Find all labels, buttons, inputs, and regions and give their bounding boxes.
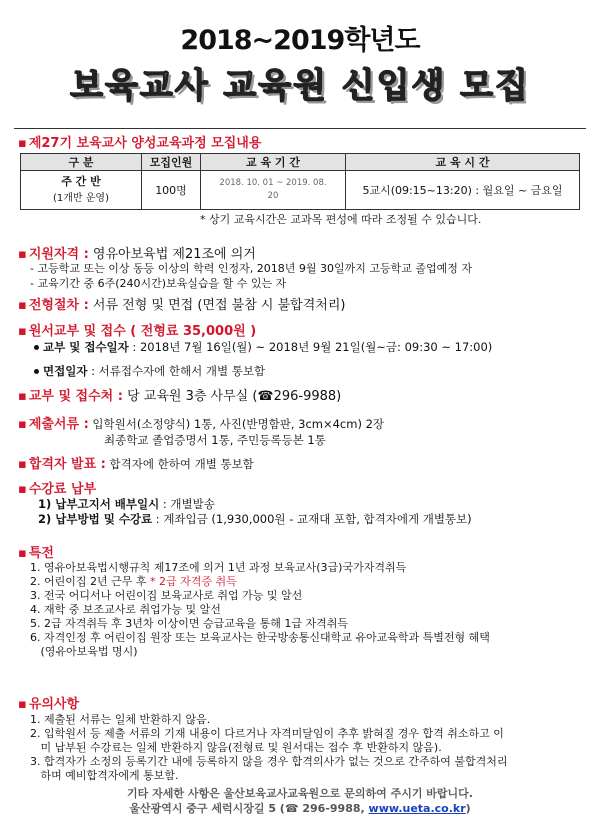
type-label: 주 간 반 [61,175,101,188]
benefit-item: 4. 재학 중 보조교사로 취업가능 및 알선 [30,603,221,616]
main-title: 보육교사 교육원 신입생 모집 [70,66,530,106]
tuition-item-2 [38,512,472,526]
benefit-item: 3. 전국 어디서나 어린이집 보육교사로 취업 가능 및 알선 [30,589,303,602]
documents-line-2: 최종학교 졸업증명서 1통, 주민등록등본 1통 [104,433,326,447]
benefit-item [30,575,237,589]
procedure-text: 서류 전형 및 면접 (면접 불참 시 불합격처리) [88,298,346,313]
footer-line-1: 기타 자세한 사항은 울산보육교사교육원으로 문의하여 주시기 바랍니다. [127,787,473,800]
section-announce [18,456,254,473]
section-notice [18,696,79,713]
recruit-table [20,153,580,210]
announce-heading: ▪ 합격자 발표 : [18,457,106,472]
interview-label: 면접일자 [43,364,88,378]
cell-time: 5교시(09:15~13:20) : 월요일 ~ 금요일 [346,171,580,210]
interview-value: : 서류접수자에 한해서 개별 통보함 [87,364,266,378]
benefit-item: 1. 영유아보육법시행규칙 제17조에 의거 1년 과정 보육교사(3급)국가자격취득 [30,561,407,574]
cell-type [21,171,142,210]
cell-period [201,171,346,210]
col-count: 모집인원 [142,154,201,171]
cell-count: 100명 [142,171,201,210]
table-row [21,171,580,210]
announce-text: 합격자에 한하여 개별 통보함 [105,457,254,471]
tuition-item-1 [38,497,215,511]
benefit-item: 5. 2급 자격취득 후 3년차 이상이면 승급교육을 통해 1급 자격취득 [30,617,348,630]
period-value: : 2018년 7월 16일(월) ~ 2018년 9월 21일(월~금: 09:30 ~ 17:00) [128,340,493,354]
place-heading: ▪ 교부 및 접수처 : [18,389,123,404]
benefit-highlight: * 2급 자격증 취득 [149,575,237,588]
col-period: 교 육 기 간 [201,154,346,171]
recruit-heading: ▪ 제27기 보육교사 양성교육과정 모집내용 [18,136,261,151]
section-recruit [18,135,261,152]
section-documents [18,416,384,433]
table-header-row [21,154,580,171]
eligibility-basis: 영유아보육법 제21조에 의거 [88,247,256,262]
application-interview [34,364,265,378]
notice-item: 미 납부된 수강료는 일체 반환하지 않음(전형료 및 원서대는 접수 후 반환하지 않음). [30,741,442,754]
section-procedure [18,297,345,314]
documents-heading: ▪ 제출서류 : [18,417,89,432]
benefits-heading: ▪ 특전 [18,546,54,561]
documents-line-1: 입학원서(소정양식) 1통, 사진(반명함판, 3cm×4cm) 2장 [88,417,385,431]
eligibility-line-1: - 고등학교 또는 이상 동등 이상의 학력 인정자, 2018년 9월 30일까지 고등학교 졸업예정 자 [30,262,472,275]
application-period [34,340,492,354]
period-line-1: 2018. 10. 01 ~ 2019. 08. [219,178,327,188]
notice-item: 2. 입학원서 등 제출 서류의 기재 내용이 다르거나 자격미달임이 추후 밝혀질 경우 합격 취소하고 이 [30,727,504,740]
section-application [18,323,256,340]
footer-line-2 [0,800,600,816]
col-type: 구 분 [21,154,142,171]
tuition-item-1-value: : 개별발송 [159,497,215,511]
footer-suffix: ) [465,802,471,815]
tuition-item-1-label: 1) 납부고지서 배부일시 [38,497,160,511]
period-label: 교부 및 접수일자 [43,340,129,354]
benefit-item: 6. 자격인정 후 어린이집 원장 또는 보육교사는 한국방송통신대학교 유아교육학과 특별전형 혜택 [30,631,490,644]
section-eligibility [18,246,256,263]
tuition-item-2-value: : 계좌입금 (1,930,000원 - 교재대 포함, 합격자에게 개별통보) [152,512,472,526]
recruit-note: * 상기 교육시간은 교과목 편성에 따라 조정될 수 있습니다. [200,213,482,226]
benefit-item-2-text: 2. 어린이집 2년 근무 후 [30,575,150,588]
application-heading: ▪ 원서교부 및 접수 ( 전형료 35,000원 ) [18,324,256,339]
bullet-icon [34,369,39,374]
tuition-heading: ▪ 수강료 납부 [18,482,96,497]
notice-item: 3. 합격자가 소정의 등록기간 내에 등록하지 않을 경우 합격의사가 없는 것으로 간주하여 불합격처리 [30,755,508,768]
bullet-icon [34,345,39,350]
type-sub: (1개반 운영) [53,193,109,204]
section-tuition [18,481,96,498]
benefit-item: (영유아보육법 명시) [30,645,138,658]
year-title: 2018~2019학년도 [180,25,420,56]
notice-item: 1. 제출된 서류는 일체 반환하지 않음. [30,713,211,726]
period-line-2: 20 [267,191,279,201]
eligibility-heading: ▪ 지원자격 : [18,247,89,262]
notice-item: 하며 예비합격자에게 통보함. [30,769,179,782]
procedure-heading: ▪ 전형절차 : [18,298,89,313]
section-benefits [18,545,54,562]
section-place [18,388,341,405]
footer-url-link[interactable]: www.ueta.co.kr [368,802,466,815]
col-time: 교 육 시 간 [346,154,580,171]
footer-address: 울산광역시 중구 세럭시장길 5 (☎ 296-9988, [129,802,369,815]
place-text: 당 교육원 3층 사무실 (☎296-9988) [122,389,342,404]
eligibility-line-2: - 교육기간 중 6주(240시간)보육실습을 할 수 있는 자 [30,277,287,290]
tuition-item-2-label: 2) 납부방법 및 수강료 [38,512,153,526]
divider [14,128,586,129]
notice-heading: ▪ 유의사항 [18,697,79,712]
